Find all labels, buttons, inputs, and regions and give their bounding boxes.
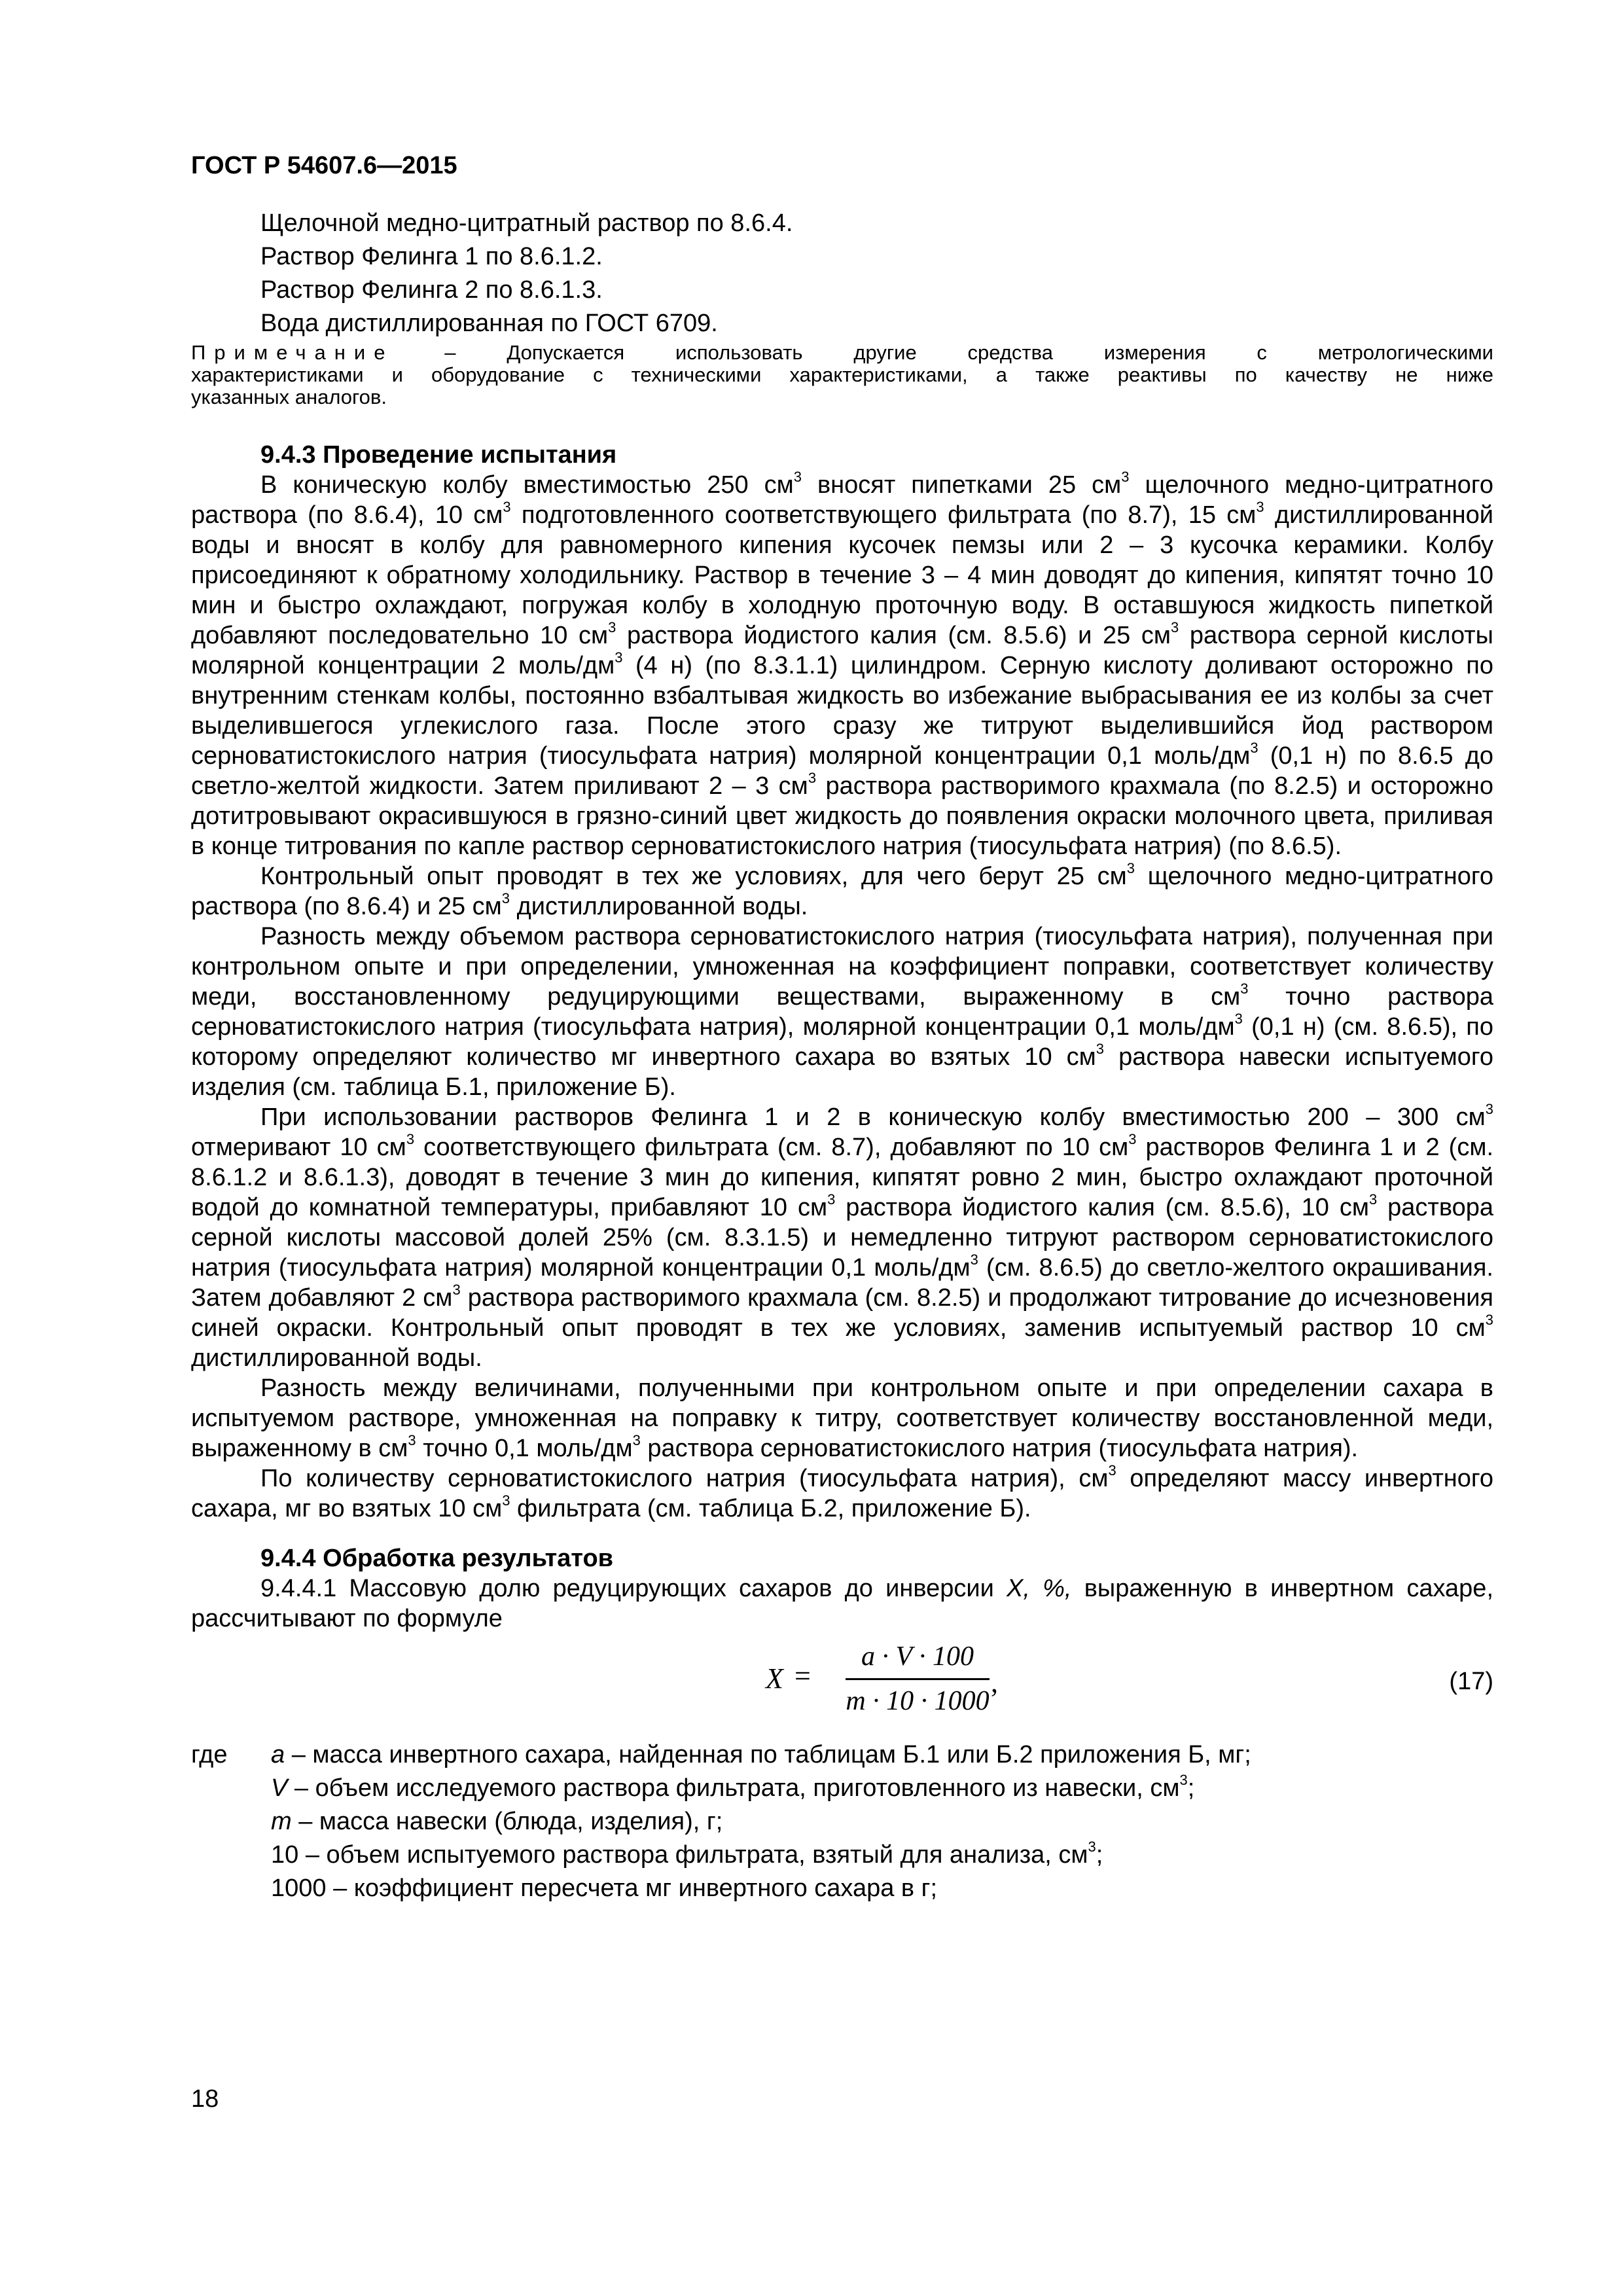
paragraph: Разность между величинами, полученными при контрольном опыте и при определении сахара в испытуемом растворе, умноженная на поправку к титру, соответствует количеству восстановленной меди, выраженному в $см^3$ точно 0,1 моль/$дм^3$ раствора серноватистокислого натрия (тиосульфата натрия).: [191, 1374, 1493, 1462]
paragraph: 9.4.4.1 Массовую долю редуцирующих сахаров до инверсии X, %, выраженную в инвертном сахаре, рассчитывают по формуле: [191, 1575, 1494, 1632]
main-text: [191, 440, 1493, 1905]
section-heading: 9.4.4 Обработка результатов: [260, 1545, 614, 1572]
paragraph: По количеству серноватистокислого натрия (тиосульфата натрия), $см^3$ определяют массу инвертного сахара, мг во взятых 10 $см^3$ фильтрата (см. таблица Б.2, приложение Б).: [191, 1462, 1494, 1522]
standard-header: ГОСТ Р 54607.6—2015: [191, 152, 457, 179]
variable-definitions: [191, 1738, 1493, 1905]
formula-lhs: X: [766, 1662, 783, 1695]
formula-comma: ,: [991, 1666, 998, 1698]
note-text: указанных аналогов.: [191, 386, 387, 408]
list-item: 10 – объем испытуемого раствора фильтрата, взятый для анализа, $см^3$;: [271, 1839, 1103, 1869]
note-text: – Допускается использовать другие средства измерения с метрологическими: [444, 341, 1493, 364]
formula-denominator: m · 10 · 1000: [846, 1686, 990, 1716]
list-item: Раствор Фелинга 2 по 8.6.1.3.: [260, 276, 603, 304]
note-text: характеристиками и оборудование с техническими характеристиками, а также реактивы по качеству не ниже: [191, 363, 1493, 386]
fraction-bar: [846, 1678, 990, 1680]
list-item: Щелочной медно-цитратный раствор по 8.6.4.: [260, 209, 793, 237]
paragraph: Контрольный опыт проводят в тех же условиях, для чего берут 25 $см^3$ щелочного медно-цитратного раствора (по 8.6.4) и 25 $см^3$ дистиллированной воды.: [191, 860, 1493, 920]
page-number: 18: [191, 2085, 219, 2113]
paragraph: Разность между объемом раствора серноватистокислого натрия (тиосульфата натрия), полученная при контрольном опыте и при определении, умноженная на коэффициент поправки, соответствует количеству меди, восстановленному редуцирующими веществами, выраженному в $см^3$ точно раствора серноватистокислого натрия (тиосульфата натрия), молярной концентрации 0,1 моль/$дм^3$ (0,1 н) (см. 8.6.5), по которому определяют количество мг инвертного сахара во взятых 10 $см^3$ раствора навески испытуемого изделия (см. таблица Б.1, приложение Б).: [191, 923, 1493, 1101]
list-item: m – масса навески (блюда, изделия), г;: [271, 1808, 723, 1835]
list-item: a – масса инвертного сахара, найденная по таблицам Б.1 или Б.2 приложения Б, мг;: [271, 1741, 1251, 1768]
where-label: где: [191, 1741, 228, 1768]
reagent-list: [260, 207, 793, 340]
note-label: Примечание: [191, 341, 394, 364]
section-heading: 9.4.3 Проведение испытания: [260, 441, 617, 469]
formula-numerator: a · V · 100: [861, 1641, 974, 1672]
paragraph: При использовании растворов Фелинга 1 и 2 в коническую колбу вместимостью 200 – 300 $см^3$ отмеривают 10 $см^3$ соответствующего фильтрата (см. 8.7), добавляют по 10 $см^3$ растворов Фелинга 1 и 2 (см. 8.6.1.2 и 8.6.1.3), доводят в течение 3 мин до кипения, кипятят ровно 2 мин, быстро охлаждают проточной водой до комнатной температуры, прибавляют 10 $см^3$ раствора йодистого калия (см. 8.5.6), 10 $см^3$ раствора серной кислоты массовой долей 25% (см. 8.3.1.5) и немедленно титруют раствором серноватистокислого натрия (тиосульфата натрия) молярной концентрации 0,1 моль/$дм^3$ (см. 8.6.5) до светло-желтого окрашивания. Затем добавляют 2 $см^3$ раствора растворимого крахмала (см. 8.2.5) и продолжают титрование до исчезновения синей окраски. Контрольный опыт проводят в тех же условиях, заменив испытуемый раствор 10 $см^3$ дистиллированной воды.: [191, 1101, 1494, 1372]
formula-number: (17): [1449, 1668, 1493, 1695]
list-item: Вода дистиллированная по ГОСТ 6709.: [260, 310, 718, 337]
list-item: Раствор Фелинга 1 по 8.6.1.2.: [260, 243, 603, 270]
paragraph: В коническую колбу вместимостью 250 $см^3$ вносят пипетками 25 $см^3$ щелочного медно-цитратного раствора (по 8.6.4), 10 $см^3$ подготовленного соответствующего фильтрата (по 8.7), 15 $см^3$ дистиллированной воды и вносят в колбу для равномерного кипения кусочек пемзы или 2 – 3 кусочка керамики. Колбу присоединяют к обратному холодильнику. Раствор в течение 3 – 4 мин доводят до кипения, кипятят точно 10 мин и быстро охлаждают, погружая колбу в холодную проточную воду. В оставшуюся жидкость пипеткой добавляют последовательно 10 $см^3$ раствора йодистого калия (см. 8.5.6) и 25 $см^3$ раствора серной кислоты молярной концентрации 2 моль/$дм^3$ (4 н) (по 8.3.1.1) цилиндром. Серную кислоту доливают осторожно по внутренним стенкам колбы, постоянно взбалтывая жидкость во избежание выбрасывания ее из колбы за счет выделившегося углекислого газа. После этого сразу же титруют выделившийся йод раствором серноватистокислого натрия (тиосульфата натрия) молярной концентрации 0,1 моль/$дм^3$ (0,1 н) по 8.6.5 до светло-желтой жидкости. Затем приливают 2 – 3 $см^3$ раствора растворимого крахмала (по 8.2.5) и осторожно дотитровывают окрасившуюся в грязно-синий цвет жидкость до появления окраски молочного цвета, приливая в конце титрования по капле раствор серноватистокислого натрия (тиосульфата натрия) (по 8.6.5).: [191, 469, 1494, 860]
formula-equals: =: [794, 1660, 811, 1692]
formula-17: [191, 1634, 1493, 1732]
note-block: [191, 342, 1493, 408]
list-item: V – объем исследуемого раствора фильтрата, приготовленного из навески, $см^3$;: [271, 1772, 1195, 1802]
list-item: 1000 – коэффициент пересчета мг инвертного сахара в г;: [271, 1874, 938, 1902]
